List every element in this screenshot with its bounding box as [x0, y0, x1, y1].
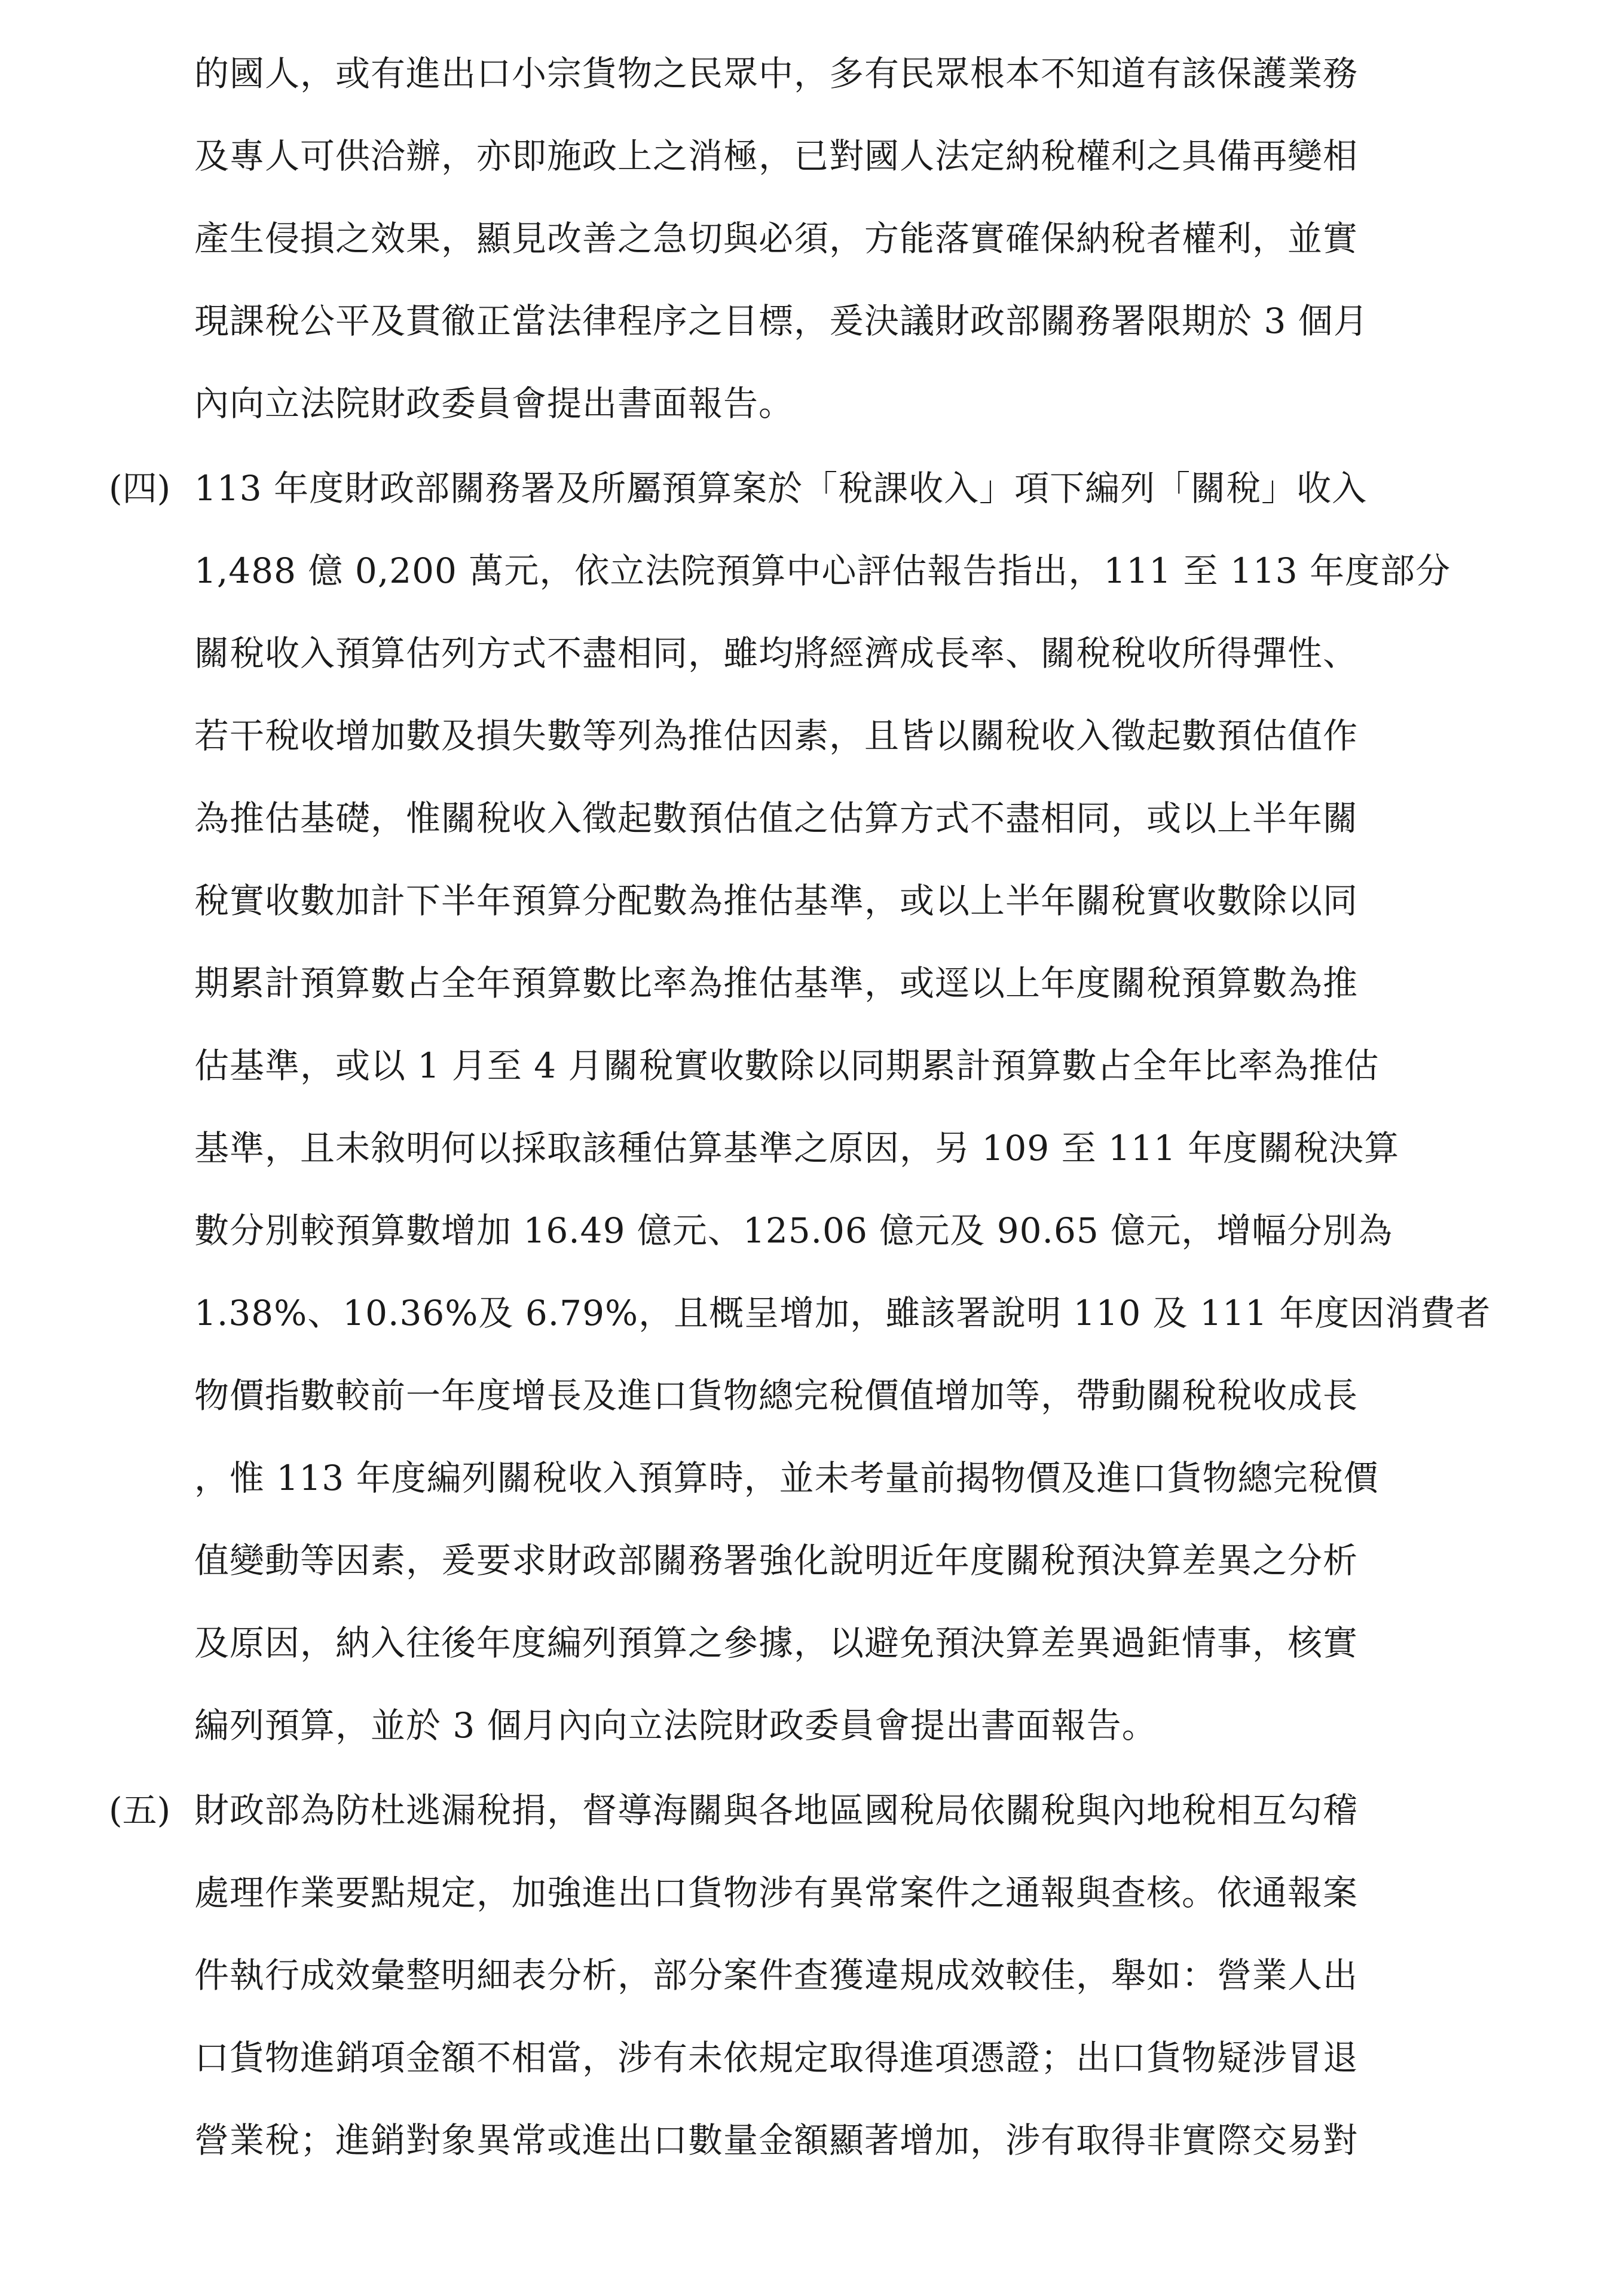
- section-4-line: 1.38%、10.36%及 6.79%，且概呈增加，雖該署說明 110 及 111 年度因消費者: [194, 1293, 1491, 1333]
- section-5-marker: (五): [109, 1790, 171, 1831]
- section-5-line: 財政部為防杜逃漏稅捐，督導海關與各地區國稅局依關稅與內地稅相互勾稽: [194, 1790, 1359, 1831]
- section-4-line: 編列預算，並於 3 個月內向立法院財政委員會提出書面報告。: [194, 1705, 1157, 1746]
- intro-line: 產生侵損之效果，顯見改善之急切與必須，方能落實確保納稅者權利，並實: [194, 218, 1359, 259]
- section-4-line: 估基準，或以 1 月至 4 月關稅實收數除以同期累計預算數占全年比率為推估: [194, 1045, 1380, 1086]
- section-4-line: ，惟 113 年度編列關稅收入預算時，並未考量前揭物價及進口貨物總完稅價: [194, 1458, 1379, 1498]
- intro-line: 現課稅公平及貫徹正當法律程序之目標，爰決議財政部關務署限期於 3 個月: [194, 301, 1369, 341]
- section-4-marker: (四): [109, 468, 171, 509]
- section-4-line: 值變動等因素，爰要求財政部關務署強化說明近年度關稅預決算差異之分析: [194, 1540, 1359, 1581]
- intro-line: 的國人，或有進出口小宗貨物之民眾中，多有民眾根本不知道有該保護業務: [194, 53, 1359, 94]
- section-4-line: 基準，且未敘明何以採取該種估算基準之原因，另 109 至 111 年度關稅決算: [194, 1128, 1400, 1168]
- section-5-line: 營業稅；進銷對象異常或進出口數量金額顯著增加，涉有取得非實際交易對: [194, 2120, 1359, 2161]
- section-4-line: 113 年度財政部關務署及所屬預算案於「稅課收入」項下編列「關稅」收入: [194, 468, 1368, 509]
- section-4-line: 及原因，納入往後年度編列預算之參據，以避免預決算差異過鉅情事，核實: [194, 1623, 1359, 1663]
- section-4-line: 物價指數較前一年度增長及進口貨物總完稅價值增加等，帶動關稅稅收成長: [194, 1375, 1359, 1416]
- section-4-line: 期累計預算數占全年預算數比率為推估基準，或逕以上年度關稅預算數為推: [194, 963, 1359, 1003]
- section-4-line: 1,488 億 0,200 萬元，依立法院預算中心評估報告指出，111 至 113 年度部分: [194, 550, 1451, 591]
- intro-line: 及專人可供洽辦，亦即施政上之消極，已對國人法定納稅權利之具備再變相: [194, 136, 1359, 176]
- section-4-line: 關稅收入預算估列方式不盡相同，雖均將經濟成長率、關稅稅收所得彈性、: [194, 633, 1359, 674]
- section-4-line: 若干稅收增加數及損失數等列為推估因素，且皆以關稅收入徵起數預估值作: [194, 715, 1359, 756]
- section-4-line: 數分別較預算數增加 16.49 億元、125.06 億元及 90.65 億元，增幅分別為: [194, 1210, 1393, 1251]
- section-5-line: 件執行成效彙整明細表分析，部分案件查獲違規成效較佳，舉如：營業人出: [194, 1955, 1359, 1996]
- section-4-line: 為推估基礎，惟關稅收入徵起數預估值之估算方式不盡相同，或以上半年關: [194, 798, 1359, 839]
- intro-line: 內向立法院財政委員會提出書面報告。: [194, 383, 794, 424]
- section-5-line: 處理作業要點規定，加強進出口貨物涉有異常案件之通報與查核。依通報案: [194, 1872, 1359, 1913]
- section-4-line: 稅實收數加計下半年預算分配數為推估基準，或以上半年關稅實收數除以同: [194, 880, 1359, 921]
- section-5-line: 口貨物進銷項金額不相當，涉有未依規定取得進項憑證；出口貨物疑涉冒退: [194, 2037, 1359, 2078]
